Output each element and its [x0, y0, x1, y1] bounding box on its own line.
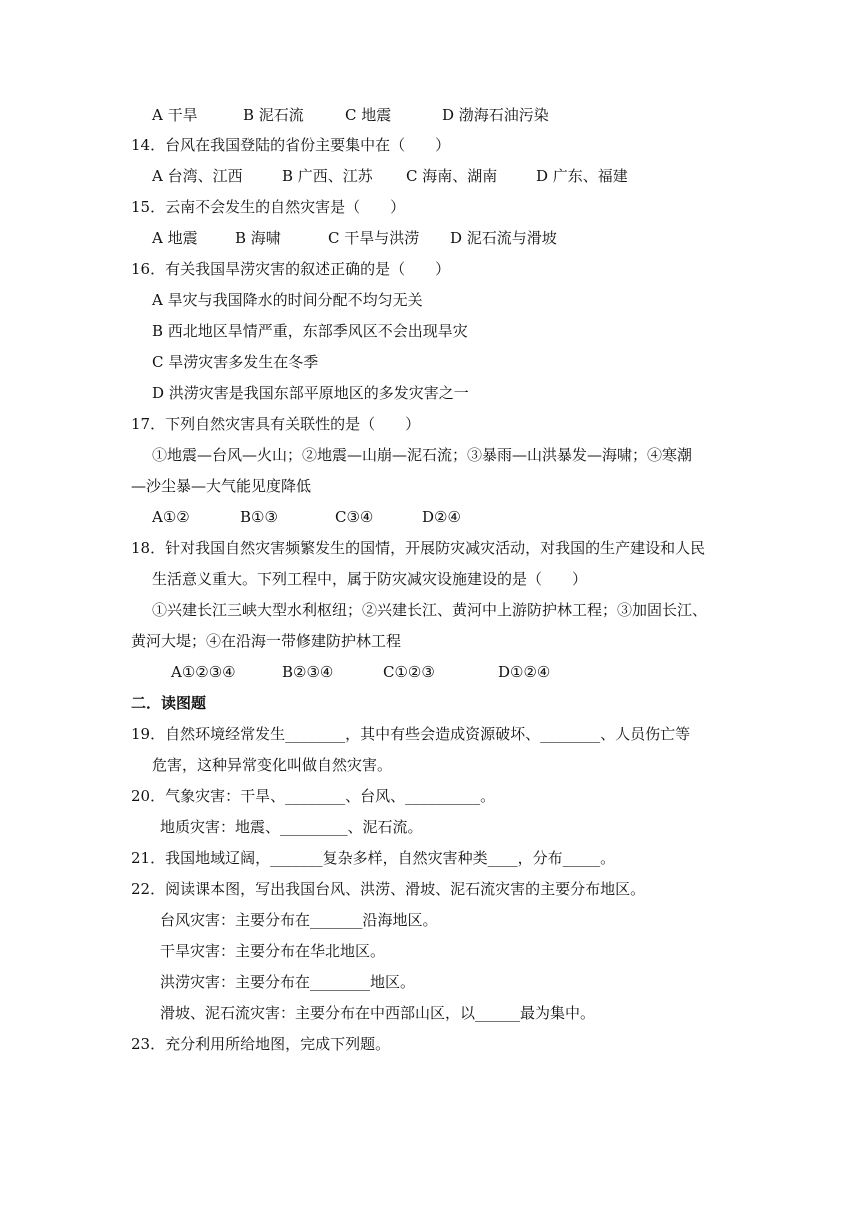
q21-line1: 21．我国地域辽阔，_______复杂多样，自然灾害种类____，分布_____。 [131, 849, 616, 867]
q13-option-d: D 渤海石油污染 [442, 106, 549, 124]
q19-line1: 19．自然环境经常发生________，其中有些会造成资源破坏、________、人员伤亡等 [131, 725, 691, 743]
q18-stem-line1: 18．针对我国自然灾害频繁发生的国情，开展防灾减灾活动，对我国的生产建设和人民 [131, 539, 706, 557]
q14-option-c: C 海南、湖南 [406, 167, 498, 185]
q15-option-d: D 泥石流与滑坡 [450, 229, 557, 247]
q14-stem: 14．台风在我国登陆的省份主要集中在（ ） [131, 136, 451, 154]
q14-option-b: B 广西、江苏 [282, 167, 373, 185]
q14-option-d: D 广东、福建 [536, 167, 628, 185]
q16-option-b: B 西北地区旱情严重，东部季风区不会出现旱灾 [152, 322, 468, 340]
q17-description-line2: —沙尘暴—大气能见度降低 [131, 477, 312, 495]
q18-description-line2: 黄河大堤；④在沿海一带修建防护林工程 [131, 632, 402, 650]
q16-option-c: C 旱涝灾害多发生在冬季 [152, 353, 319, 371]
section-heading: 二．读图题 [131, 694, 207, 712]
q16-option-a: A 旱灾与我国降水的时间分配不均匀无关 [152, 291, 423, 309]
q17-option-d: D②④ [422, 508, 461, 526]
q15-stem: 15．云南不会发生的自然灾害是（ ） [131, 198, 406, 216]
q20-line2: 地质灾害：地震、_________、泥石流。 [160, 818, 423, 836]
q22-line5: 滑坡、泥石流灾害：主要分布在中西部山区，以______最为集中。 [160, 1004, 596, 1022]
q17-stem: 17．下列自然灾害具有关联性的是（ ） [131, 415, 421, 433]
q16-stem: 16．有关我国旱涝灾害的叙述正确的是（ ） [131, 260, 451, 278]
q18-option-a: A①②③④ [171, 663, 236, 681]
q22-line1: 22．阅读课本图，写出我国台风、洪涝、滑坡、泥石流灾害的主要分布地区。 [131, 880, 646, 898]
q13-option-b: B 泥石流 [243, 106, 304, 124]
q18-option-c: C①②③ [383, 663, 435, 681]
q13-option-c: C 地震 [345, 106, 392, 124]
q15-option-a: A 地震 [152, 229, 198, 247]
q18-option-d: D①②④ [498, 663, 551, 681]
q16-option-d: D 洪涝灾害是我国东部平原地区的多发灾害之一 [152, 384, 469, 402]
q18-stem-line2: 生活意义重大。下列工程中，属于防灾减灾设施建设的是（ ） [152, 570, 588, 588]
q15-option-c: C 干旱与洪涝 [328, 229, 420, 247]
q17-option-a: A①② [152, 508, 190, 526]
q17-option-c: C③④ [335, 508, 374, 526]
q22-line3: 干旱灾害：主要分布在华北地区。 [160, 942, 386, 960]
q18-description-line1: ①兴建长江三峡大型水利枢纽；②兴建长江、黄河中上游防护林工程；③加固长江、 [152, 601, 708, 619]
q17-description-line1: ①地震—台风—火山；②地震—山崩—泥石流；③暴雨—山洪暴发—海啸；④寒潮 [152, 446, 693, 464]
q20-line1: 20．气象灾害：干旱、________、台风、__________。 [131, 787, 496, 805]
q18-option-b: B②③④ [282, 663, 334, 681]
q22-line4: 洪涝灾害：主要分布在________地区。 [160, 973, 416, 991]
q19-line2: 危害，这种异常变化叫做自然灾害。 [152, 756, 393, 774]
q14-option-a: A 台湾、江西 [152, 167, 243, 185]
q15-option-b: B 海啸 [235, 229, 281, 247]
q22-line2: 台风灾害：主要分布在_______沿海地区。 [160, 911, 438, 929]
q17-option-b: B①③ [240, 508, 278, 526]
q23-line1: 23．充分利用所给地图，完成下列题。 [131, 1035, 391, 1053]
q13-option-a: A 干旱 [152, 106, 198, 124]
